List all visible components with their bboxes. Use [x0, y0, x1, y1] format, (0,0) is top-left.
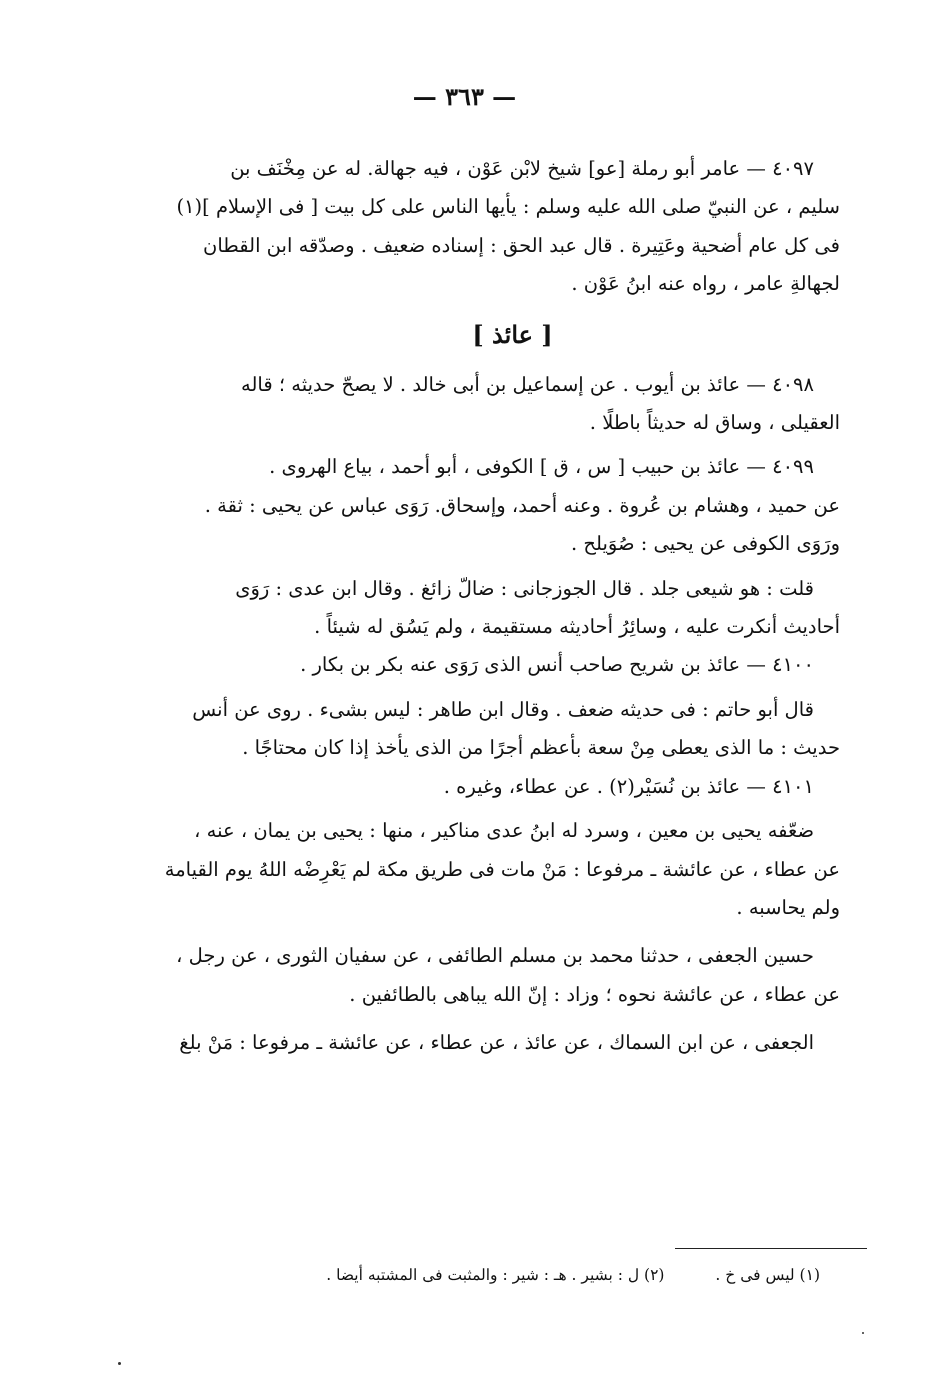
text-line: فى كل عام أضحية وعَتِيرة . قال عبد الحق : إسناده ضعيف . وصدّقه ابن القطان [203, 233, 840, 257]
text-line: قال أبو حاتم : فى حديثه ضعف . وقال ابن طاهر : ليس بشىء . روى عن أنس [192, 697, 814, 721]
text-line: ضعّفه يحيى بن معين ، وسرد له ابنُ عدى مناكير ، منها : يحيى بن يمان ، عنه ، [194, 819, 814, 843]
footnote-2: (٢) ل : بشير . هـ : شير : والمثبت فى المشتبه أيضا . [326, 1266, 665, 1284]
text-line: ولم يحاسبه . [736, 895, 840, 919]
text-line: ٤٠٩٨ — عائذ بن أيوب . عن إسماعيل بن أبى خالد . لا يصحّ حديثه ؛ قاله [240, 372, 814, 396]
section-heading: [ عائذ ] [472, 319, 553, 349]
text-line: العقيلى ، وساق له حديثاً باطلًا . [589, 411, 840, 435]
footnote-divider [675, 1248, 867, 1249]
text-line: لجهالةِ عامر ، رواه عنه ابنُ عَوْن . [571, 272, 840, 296]
main-text [164, 150, 840, 1063]
text-line: حديث : ما الذى يعطى مِنْ سعة بأعظم أجرًا من الذى يأخذ إذا كان محتاجًا . [242, 736, 840, 760]
text-line: ٤١٠١ — عائذ بن نُسَيْر(٢) . عن عطاء، وغيره . [443, 774, 814, 798]
text-line: ٤١٠٠ — عائذ بن شريح صاحب أنس الذى رَوَى عنه بكر بن بكار . [300, 653, 814, 677]
text-line: قلت : هو شيعى جلد . قال الجوزجانى : ضالّ زائغ . وقال ابن عدى : رَوَى [235, 576, 814, 600]
page-number: — ٣٦٣ — [412, 82, 517, 111]
text-line: ورَوَى الكوفى عن يحيى : صُوَيلح . [571, 532, 840, 556]
text-line: عن حميد ، وهشام بن عُروة . وعنه أحمد، وإسحاق. رَوَى عباس عن يحيى : ثقة . [204, 493, 840, 517]
text-line: حسين الجعفى ، حدثنا محمد بن مسلم الطائفى ، عن سفيان الثورى ، عن رجل ، [176, 944, 814, 968]
text-line: أحاديث أنكرت عليه ، وسائِرُ أحاديثه مستقيمة ، ولم يَسُق له شيئاً . [314, 615, 840, 639]
text-line: ٤٠٩٧ — عامر أبو رملة [عو] شيخ لابْن عَوْن ، فيه جهالة. له عن مِخْنَف بن [230, 157, 814, 180]
scan-speck [862, 1332, 864, 1334]
text-line: ٤٠٩٩ — عائذ بن حبيب [ س ، ق ] الكوفى ، أبو أحمد ، بياع الهروى . [269, 455, 814, 479]
scan-speck [118, 1362, 121, 1365]
text-line: عن عطاء ، عن عائشة ـ مرفوعا : مَنْ مات فى طريق مكة لم يَعْرِضْه اللهُ يوم القيامة [164, 857, 840, 881]
text-line: سليم ، عن النبيّ صلى الله عليه وسلم : يأيها الناس على كل بيت [ فى الإسلام ](١) [176, 195, 840, 219]
footnote-1: (١) ليس فى خ . [715, 1266, 820, 1284]
text-line: الجعفى ، عن ابن السماك ، عن عائذ ، عن عطاء ، عن عائشة ـ مرفوعا : مَنْ بلغ [179, 1031, 814, 1055]
footnotes [240, 1262, 820, 1288]
text-line: عن عطاء ، عن عائشة نحوه ؛ وزاد : إنّ الله يباهى بالطائفين . [349, 982, 840, 1006]
